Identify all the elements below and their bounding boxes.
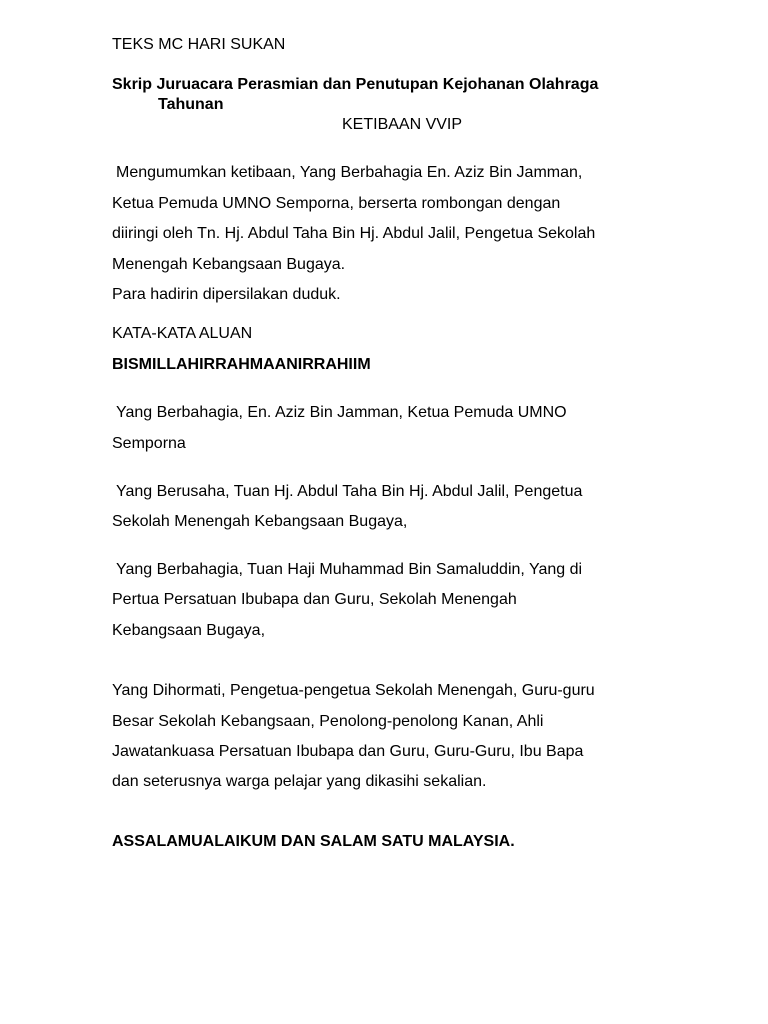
greeting-line: Kebangsaan Bugaya,: [112, 622, 266, 639]
document-subtitle-line1: Skrip Juruacara Perasmian dan Penutupan Kejohanan Olahraga: [112, 76, 599, 93]
document-subtitle-line2: Tahunan: [158, 96, 224, 113]
greeting-line: Yang Berusaha, Tuan Hj. Abdul Taha Bin Hj. Abdul Jalil, Pengetua: [116, 483, 583, 500]
section-welcome-heading: KATA-KATA ALUAN: [112, 325, 253, 342]
greeting-line: Yang Berbahagia, Tuan Haji Muhammad Bin Samaluddin, Yang di: [116, 561, 583, 578]
greeting-line: Besar Sekolah Kebangsaan, Penolong-penolong Kanan, Ahli: [112, 713, 544, 730]
arrival-paragraph-line: Menengah Kebangsaan Bugaya.: [112, 256, 346, 273]
document-heading: TEKS MC HARI SUKAN: [112, 36, 286, 53]
greeting-line: dan seterusnya warga pelajar yang dikasihi sekalian.: [112, 773, 487, 790]
arrival-paragraph-line: diiringi oleh Tn. Hj. Abdul Taha Bin Hj. Abdul Jalil, Pengetua Sekolah: [112, 225, 596, 242]
greeting-line: Yang Berbahagia, En. Aziz Bin Jamman, Ketua Pemuda UMNO: [116, 404, 567, 421]
greeting-line: Jawatankuasa Persatuan Ibubapa dan Guru, Guru-Guru, Ibu Bapa: [112, 743, 584, 760]
greeting-line: Semporna: [112, 435, 186, 452]
seated-line: Para hadirin dipersilakan duduk.: [112, 286, 341, 303]
section-arrival-heading: KETIBAAN VVIP: [342, 116, 463, 133]
arrival-paragraph-line: Ketua Pemuda UMNO Semporna, berserta rombongan dengan: [112, 195, 561, 212]
closing-line: ASSALAMUALAIKUM DAN SALAM SATU MALAYSIA.: [112, 833, 515, 850]
greeting-line: Yang Dihormati, Pengetua-pengetua Sekolah Menengah, Guru-guru: [112, 682, 595, 699]
greeting-line: Pertua Persatuan Ibubapa dan Guru, Sekolah Menengah: [112, 591, 517, 608]
greeting-line: Sekolah Menengah Kebangsaan Bugaya,: [112, 513, 408, 530]
arrival-paragraph-line: Mengumumkan ketibaan, Yang Berbahagia En. Aziz Bin Jamman,: [116, 164, 583, 181]
bismillah-line: BISMILLAHIRRAHMAANIRRAHIIM: [112, 356, 371, 373]
